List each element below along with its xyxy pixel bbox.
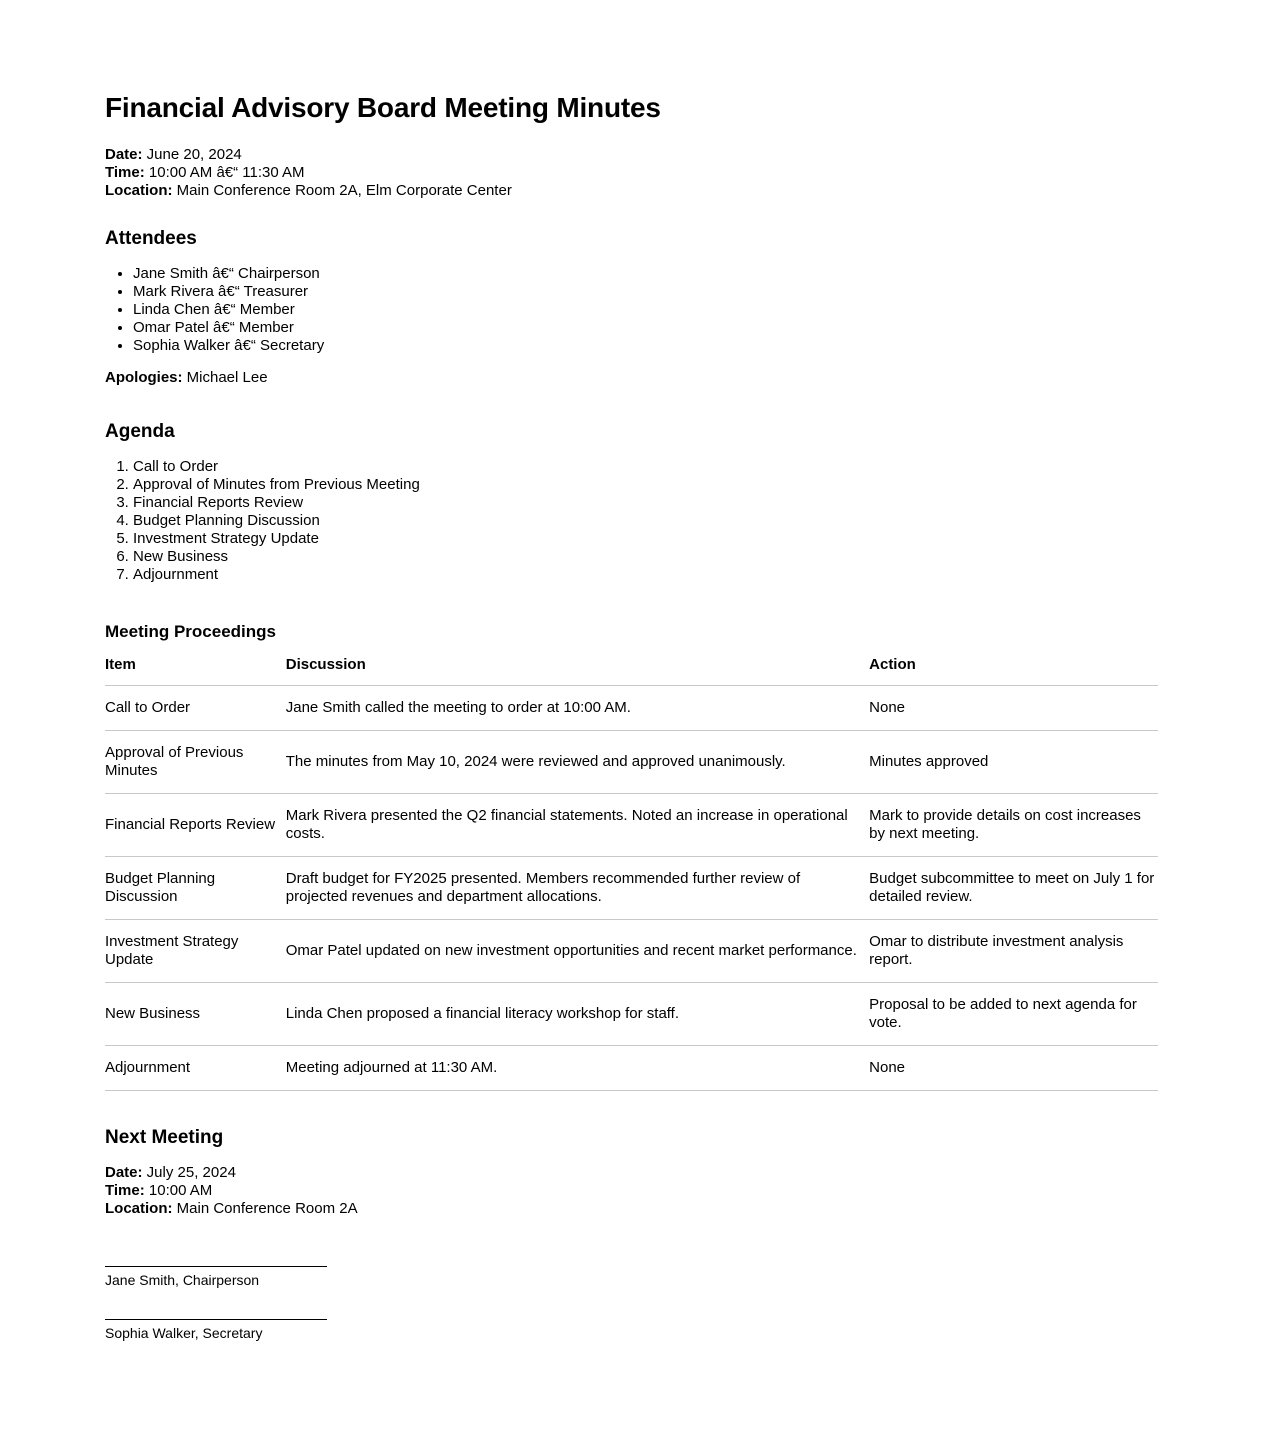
- column-header-action: Action: [869, 656, 1158, 686]
- agenda-heading: Agenda: [105, 420, 175, 442]
- meeting-date-line: [105, 146, 1263, 164]
- list-item: • Jane Smith â€“ Chairperson: [133, 265, 1263, 283]
- cell-item: Investment Strategy Update: [105, 920, 286, 983]
- meeting-meta: [105, 146, 1263, 200]
- cell-item: Budget Planning Discussion: [105, 857, 286, 920]
- cell-item: Adjournment: [105, 1046, 286, 1091]
- list-item: • Omar Patel â€“ Member: [133, 319, 1263, 337]
- meeting-time-line: [105, 164, 1263, 182]
- meeting-time-label: Time:: [105, 164, 145, 182]
- list-item: 3. Financial Reports Review: [133, 494, 1263, 512]
- proceedings-table: [105, 656, 1158, 1091]
- cell-item: Approval of Previous Minutes: [105, 731, 286, 794]
- cell-action: Proposal to be added to next agenda for vote.: [869, 983, 1158, 1046]
- table-header: [105, 656, 1158, 686]
- next-meeting-time-value: 10:00 AM: [144, 1181, 213, 1199]
- cell-discussion: Draft budget for FY2025 presented. Members recommended further review of projected revenues and department allocations.: [286, 857, 869, 920]
- meeting-time-value: 10:00 AM â€“ 11:30 AM: [144, 164, 305, 182]
- next-meeting-location-value: Main Conference Room 2A: [172, 1199, 358, 1217]
- signature-block-secretary: [105, 1319, 1263, 1342]
- cell-action: Budget subcommittee to meet on July 1 for detailed review.: [869, 857, 1158, 920]
- table-row: [105, 857, 1158, 920]
- signature-name: Jane Smith, Chairperson: [105, 1271, 260, 1288]
- signature-name: Sophia Walker, Secretary: [105, 1324, 263, 1341]
- next-meeting-location-line: [105, 1200, 1263, 1218]
- cell-discussion: Omar Patel updated on new investment opportunities and recent market performance.: [286, 920, 869, 983]
- cell-action: Minutes approved: [869, 731, 1158, 794]
- table-body: [105, 686, 1158, 1091]
- cell-action: None: [869, 686, 1158, 731]
- list-item: 2. Approval of Minutes from Previous Meeting: [133, 476, 1263, 494]
- table-row: [105, 1046, 1158, 1091]
- next-meeting-date-line: [105, 1164, 1263, 1182]
- apologies-line: [105, 369, 1263, 387]
- apologies-label: Apologies:: [105, 368, 183, 386]
- list-item: 1. Call to Order: [133, 458, 1263, 476]
- page-title: Financial Advisory Board Meeting Minutes: [105, 92, 661, 123]
- list-item: 5. Investment Strategy Update: [133, 530, 1263, 548]
- list-item: • Mark Rivera â€“ Treasurer: [133, 283, 1263, 301]
- cell-discussion: Linda Chen proposed a financial literacy workshop for staff.: [286, 983, 869, 1046]
- table-row: [105, 920, 1158, 983]
- column-header-item: Item: [105, 656, 286, 686]
- apologies-value: Michael Lee: [182, 368, 268, 386]
- signature-line: [105, 1266, 327, 1267]
- cell-item: Call to Order: [105, 686, 286, 731]
- next-meeting-heading: Next Meeting: [105, 1127, 224, 1149]
- agenda-list: [105, 458, 1263, 584]
- next-meeting-time-label: Time:: [105, 1181, 145, 1199]
- table-row: [105, 983, 1158, 1046]
- proceedings-heading: Meeting Proceedings: [105, 621, 276, 641]
- attendees-list: [105, 265, 1263, 355]
- next-meeting-time-line: [105, 1182, 1263, 1200]
- cell-discussion: Jane Smith called the meeting to order at 10:00 AM.: [286, 686, 869, 731]
- signature-line: [105, 1319, 327, 1320]
- attendees-heading: Attendees: [105, 228, 197, 250]
- meeting-location-value: Main Conference Room 2A, Elm Corporate Center: [172, 182, 512, 200]
- meeting-date-value: June 20, 2024: [142, 146, 242, 164]
- list-item: • Sophia Walker â€“ Secretary: [133, 337, 1263, 355]
- next-meeting-date-label: Date:: [105, 1163, 143, 1181]
- signature-section: [105, 1266, 1263, 1342]
- table-header-row: [105, 656, 1158, 686]
- cell-item: New Business: [105, 983, 286, 1046]
- cell-action: Omar to distribute investment analysis report.: [869, 920, 1158, 983]
- list-item: • Linda Chen â€“ Member: [133, 301, 1263, 319]
- next-meeting-date-value: July 25, 2024: [142, 1163, 236, 1181]
- meeting-date-label: Date:: [105, 146, 143, 164]
- list-item: 6. New Business: [133, 548, 1263, 566]
- cell-item: Financial Reports Review: [105, 794, 286, 857]
- cell-action: Mark to provide details on cost increases by next meeting.: [869, 794, 1158, 857]
- next-meeting-location-label: Location:: [105, 1199, 173, 1217]
- list-item: 7. Adjournment: [133, 566, 1263, 584]
- cell-discussion: Mark Rivera presented the Q2 financial statements. Noted an increase in operational costs.: [286, 794, 869, 857]
- table-row: [105, 686, 1158, 731]
- table-row: [105, 731, 1158, 794]
- next-meeting-meta: [105, 1164, 1263, 1218]
- meeting-location-line: [105, 182, 1263, 200]
- column-header-discussion: Discussion: [286, 656, 869, 686]
- table-row: [105, 794, 1158, 857]
- cell-discussion: Meeting adjourned at 11:30 AM.: [286, 1046, 869, 1091]
- list-item: 4. Budget Planning Discussion: [133, 512, 1263, 530]
- cell-discussion: The minutes from May 10, 2024 were reviewed and approved unanimously.: [286, 731, 869, 794]
- meeting-location-label: Location:: [105, 182, 173, 200]
- cell-action: None: [869, 1046, 1158, 1091]
- signature-block-chairperson: [105, 1266, 1263, 1289]
